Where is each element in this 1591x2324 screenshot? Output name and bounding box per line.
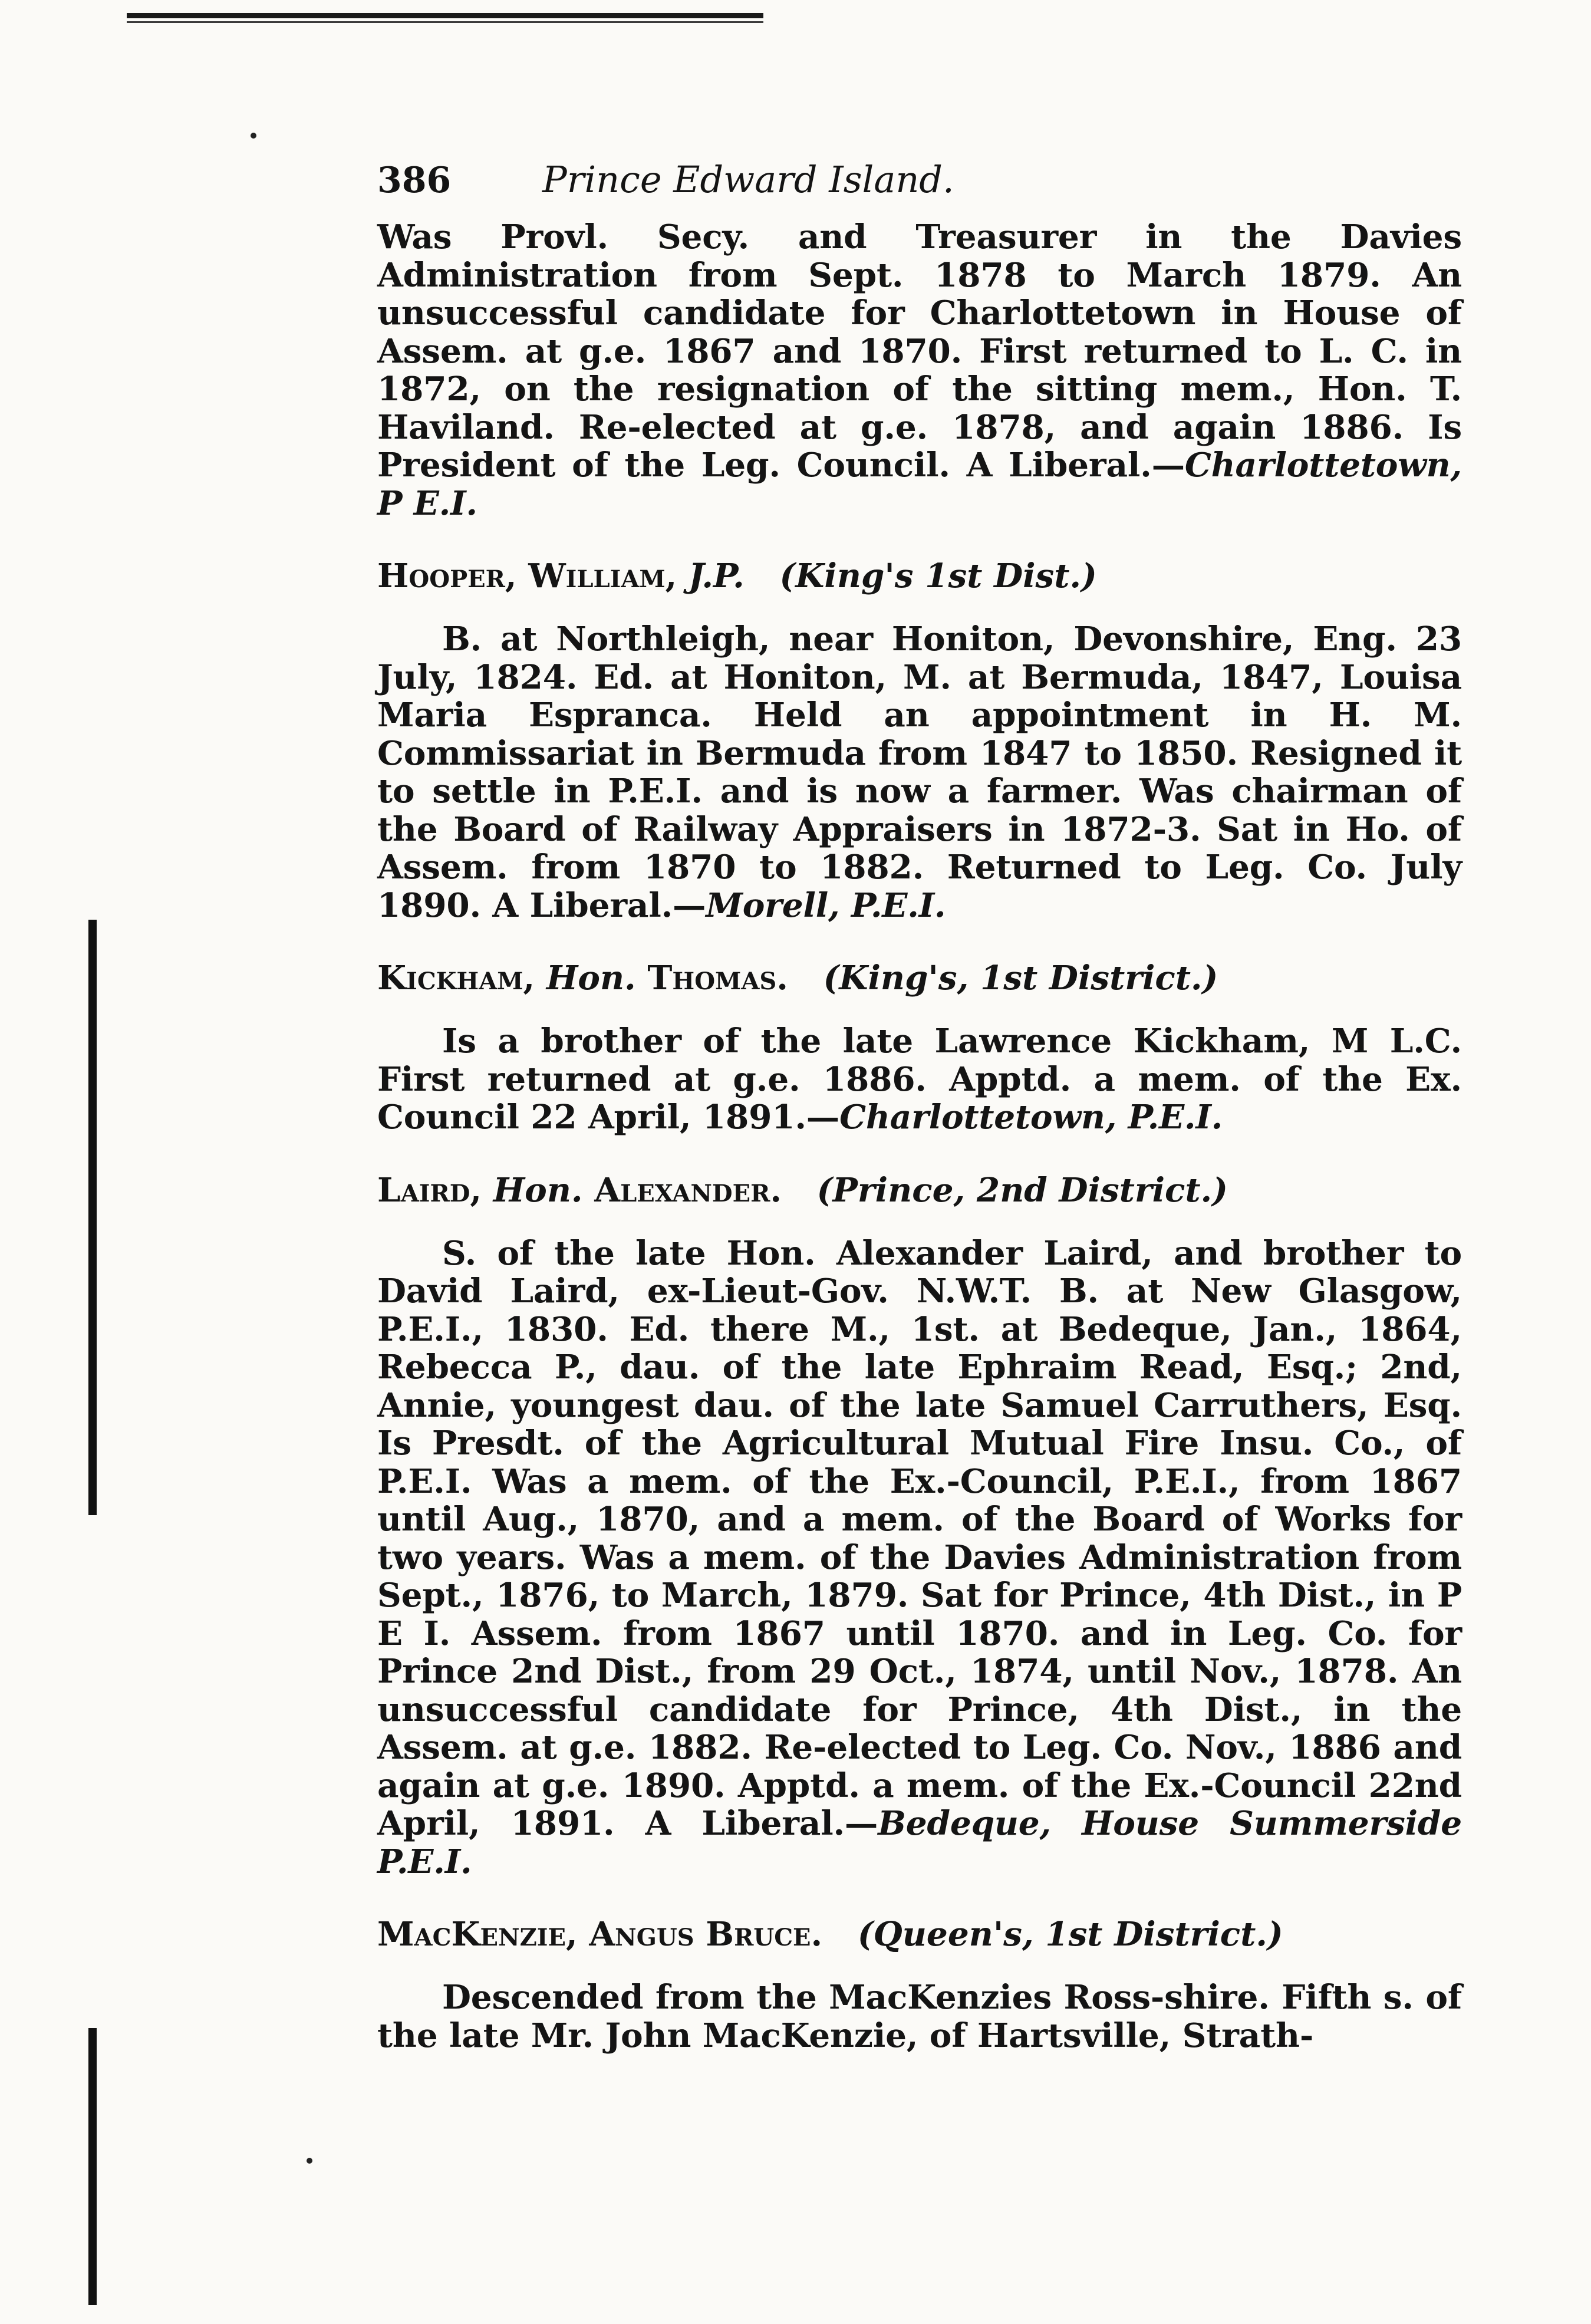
entry-heading-mackenzie bbox=[377, 1915, 1462, 1954]
entry-district: (King's, 1st District.) bbox=[823, 959, 1218, 998]
entry-title: Hon. bbox=[546, 959, 636, 998]
entry-district: (King's 1st Dist.) bbox=[779, 557, 1097, 595]
page-number: 386 bbox=[377, 160, 452, 201]
entry-given-name: Thomas. bbox=[647, 959, 788, 998]
entry-address: Bedeque, House Summerside P.E.I. bbox=[377, 1804, 1462, 1881]
margin-scan-bar bbox=[88, 920, 97, 1515]
entry-district: (Prince, 2nd District.) bbox=[816, 1170, 1228, 1210]
entry-district: (Queen's, 1st District.) bbox=[857, 1915, 1283, 1954]
top-rule bbox=[127, 13, 763, 18]
entry-body-hooper: B. at Northleigh, near Honiton, Devonshire, Eng. 23 July, 1824. Ed. at Honiton, M. at Bermuda, 1847, Louisa Maria Espranca. Held an appointment in H. M. Commissariat in Bermuda from 1847 to 1850. Resigned it to settle in P.E.I. and is now a farmer. Was chairman of the Board of Railway Appraisers in 1872-3. Sat in Ho. of Assem. from 1870 to 1882. Returned to Leg. Co. July 1890. A Liberal.—Morell, P.E.I. bbox=[377, 620, 1462, 925]
margin-scan-bar bbox=[88, 2028, 97, 2305]
entry-heading-laird bbox=[377, 1171, 1462, 1210]
document-page bbox=[377, 147, 1462, 2055]
entry-given-name: Alexander. bbox=[594, 1170, 782, 1210]
running-header bbox=[377, 147, 1462, 212]
running-title: Prince Edward Island. bbox=[542, 158, 954, 201]
ink-speck bbox=[251, 133, 256, 139]
entry-heading-hooper bbox=[377, 557, 1462, 595]
entry-address: Charlottetown, P.E.I. bbox=[839, 1098, 1223, 1137]
entry-title: Hon. bbox=[493, 1170, 583, 1210]
entry-body-mackenzie: Descended from the MacKenzies Ross-shire. Fifth s. of the late Mr. John MacKenzie, of Hartsville, Strath- bbox=[377, 1978, 1462, 2055]
entry-given-name: Angus Bruce. bbox=[589, 1915, 823, 1954]
entry-given-name: William, bbox=[528, 557, 677, 595]
top-rule-thin bbox=[127, 21, 763, 23]
entry-surname: Hooper, bbox=[377, 557, 517, 595]
entry-body-laird: S. of the late Hon. Alexander Laird, and brother to David Laird, ex-Lieut-Gov. N.W.T. B. at New Glasgow, P.E.I., 1830. Ed. there M., 1st. at Bedeque, Jan., 1864, Rebecca P., dau. of the late Ephraim Read, Esq.; 2nd, Annie, youngest dau. of the late Samuel Carruthers, Esq. Is Presdt. of the Agricultural Mutual Fire Insu. Co., of P.E.I. Was a mem. of the Ex.-Council, P.E.I., from 1867 until Aug., 1870, and a mem. of the Board of Works for two years. Was a mem. of the Davies Administration from Sept., 1876, to March, 1879. Sat for Prince, 4th Dist., in P E I. Assem. from 1867 until 1870. and in Leg. Co. for Prince 2nd Dist., from 29 Oct., 1874, until Nov., 1878. An unsuccessful candidate for Prince, 4th Dist., in the Assem. at g.e. 1882. Re-elected to Leg. Co. Nov., 1886 and again at g.e. 1890. Apptd. a mem. of the Ex.-Council 22nd April, 1891. A Liberal.—Bedeque, House Summerside P.E.I. bbox=[377, 1233, 1462, 1881]
intro-paragraph: Was Provl. Secy. and Treasurer in the Davies Administration from Sept. 1878 to March 1879. An unsuccessful candidate for Charlottetown in House of Assem. at g.e. 1867 and 1870. First returned to L. C. in 1872, on the resignation of the sitting mem., Hon. T. Haviland. Re-elected at g.e. 1878, and again 1886. Is President of the Leg. Council. A Liberal.—Charlottetown, P E.I. bbox=[377, 218, 1462, 523]
intro-address: Charlottetown, P E.I. bbox=[377, 446, 1462, 523]
entry-title: J.P. bbox=[689, 557, 745, 595]
entry-surname: Kickham, bbox=[377, 959, 535, 998]
ink-speck bbox=[307, 2158, 312, 2164]
entry-heading-kickham bbox=[377, 959, 1462, 998]
entry-body-kickham: Is a brother of the late Lawrence Kickham, M L.C. First returned at g.e. 1886. Apptd. a mem. of the Ex. Council 22 April, 1891.—Charlottetown, P.E.I. bbox=[377, 1022, 1462, 1137]
entry-surname: MacKenzie, bbox=[377, 1915, 578, 1954]
entry-surname: Laird, bbox=[377, 1170, 482, 1210]
entry-address: Morell, P.E.I. bbox=[706, 886, 946, 925]
